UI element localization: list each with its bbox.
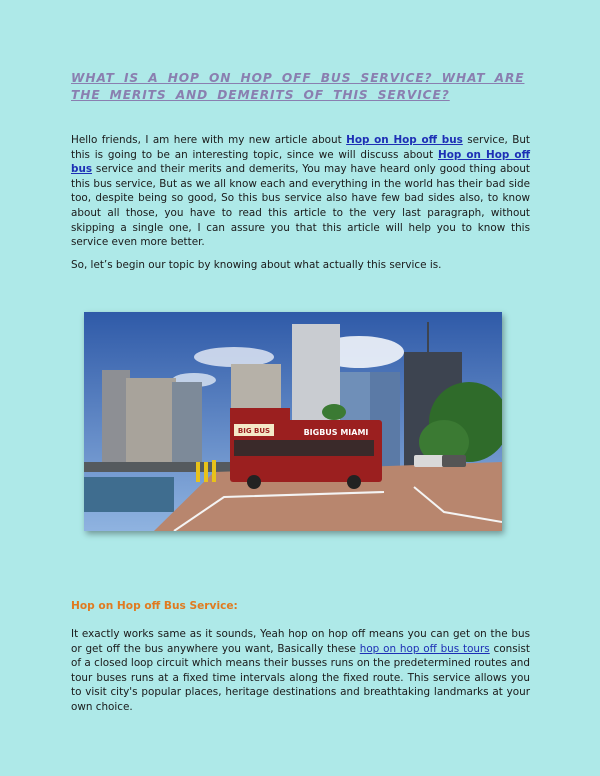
hop-on-hop-off-bus-link-2[interactable]: Hop on Hop off bus — [71, 148, 530, 176]
bus-sign-left: BIG BUS — [237, 427, 271, 435]
lead-paragraph: So, let’s begin our topic by knowing about what actually this service is. — [71, 259, 442, 271]
intro-text-3: service and their merits and demerits, You may have heard only good thing about this bus service, But as we all know each and everything in the world has their bad side too, despite being so good, So this bus service also have few bad sides also, to know about all those, you have to read this article to the very last paragraph, without skipping a single one, I can assure you that this article will help you to know this service even more better. — [71, 163, 530, 249]
intro-paragraph — [71, 133, 530, 250]
section-heading: Hop on Hop off Bus Service: — [71, 600, 238, 612]
miami-bus-illustration — [84, 312, 502, 531]
intro-text-1: Hello friends, I am here with my new article about — [71, 134, 347, 146]
intro-text-2: service, But this is going to be an interesting topic, since we will discuss about — [71, 134, 530, 161]
section-paragraph — [71, 627, 530, 715]
bus-photo — [84, 312, 502, 531]
bus-sign-right: BIGBUS MIAMI — [303, 428, 369, 437]
hop-on-hop-off-bus-link-1[interactable]: Hop on Hop off bus — [346, 134, 463, 146]
section-text-1: It exactly works same as it sounds, Yeah hop on hop off means you can get on the bus or get off the bus anywhere you want, Basically these — [71, 628, 530, 655]
section-text-2: consist of a closed loop circuit which means their busses runs on the predetermined routes and tour buses runs at a fixed time intervals along the fixed route. This service allows you to visit city's popular places, heritage destinations and breathtaking landmarks at your own choice. — [71, 642, 530, 713]
article-title: WHAT IS A HOP ON HOP OFF BUS SERVICE? WHAT ARE THE MERITS AND DEMERITS OF THIS SERVICE? — [71, 71, 525, 102]
hop-on-hop-off-bus-tours-link[interactable]: hop on hop off bus tours — [359, 642, 490, 655]
